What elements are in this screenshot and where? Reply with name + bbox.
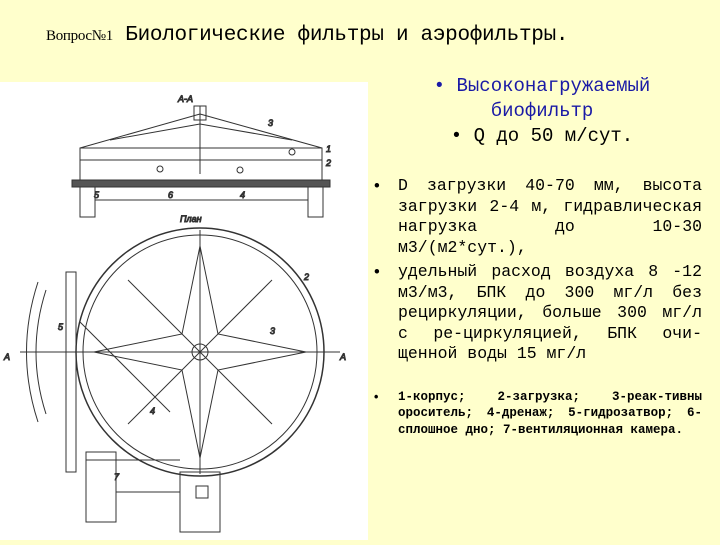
callout-7: 7 [114,472,120,482]
title-text: Биологические фильтры и аэрофильтры. [125,24,569,47]
biofilter-drawing [0,82,368,540]
callout-3: 3 [268,118,274,128]
title-prefix: Вопрос№1 [46,28,113,44]
list-item-legend [372,389,702,439]
callout-4: 4 [240,190,246,200]
list-item [372,262,702,365]
bullet-mark: • [374,177,380,195]
heading-line3: Q до 50 м/сут. [473,125,634,147]
plan-label: План [180,214,202,224]
heading-bullet-2: • [450,125,463,147]
legend-text: 1-корпус; 2-загрузка; 3-реак-тивны ороситель; 4-дренаж; 5-гидрозатвор; 6-сплошное дно; 7-вентиляционная камера. [398,389,702,437]
callout-4b: 4 [150,406,156,416]
marker-a-left: А [4,352,11,362]
list-item-text: удельный расход воздуха 8 -12 м3/м3, БПК до 300 мг/л без рециркуляции, больше 300 мг/л с ре-циркуляцией, БПК очи-щенной воды 15 мг/л [398,262,702,363]
callout-5: 5 [94,190,100,200]
callout-1: 1 [326,144,332,154]
callout-3b: 3 [270,326,276,336]
list-item-text: D загрузки 40-70 мм, высота загрузки 2-4 м, гидравлическая нагрузка до 10-30 м3/(м2*сут.), [398,176,702,257]
callout-6: 6 [168,190,174,200]
bullet-mark: • [374,263,380,281]
section-heading [392,74,692,149]
callout-2b: 2 [304,272,310,282]
callout-5b: 5 [58,322,64,332]
bullet-list [372,176,702,442]
heading-line2: биофильтр [490,100,594,122]
heading-line1: Высоконагружаемый [456,75,651,97]
heading-bullet: • [433,75,446,97]
list-item [372,176,702,258]
technical-drawing-svg [0,82,368,540]
bullet-mark: • [374,389,379,404]
marker-a-right: А [340,352,347,362]
section-label: А-А [178,94,194,104]
callout-2: 2 [326,158,332,168]
slide-title [46,24,568,47]
